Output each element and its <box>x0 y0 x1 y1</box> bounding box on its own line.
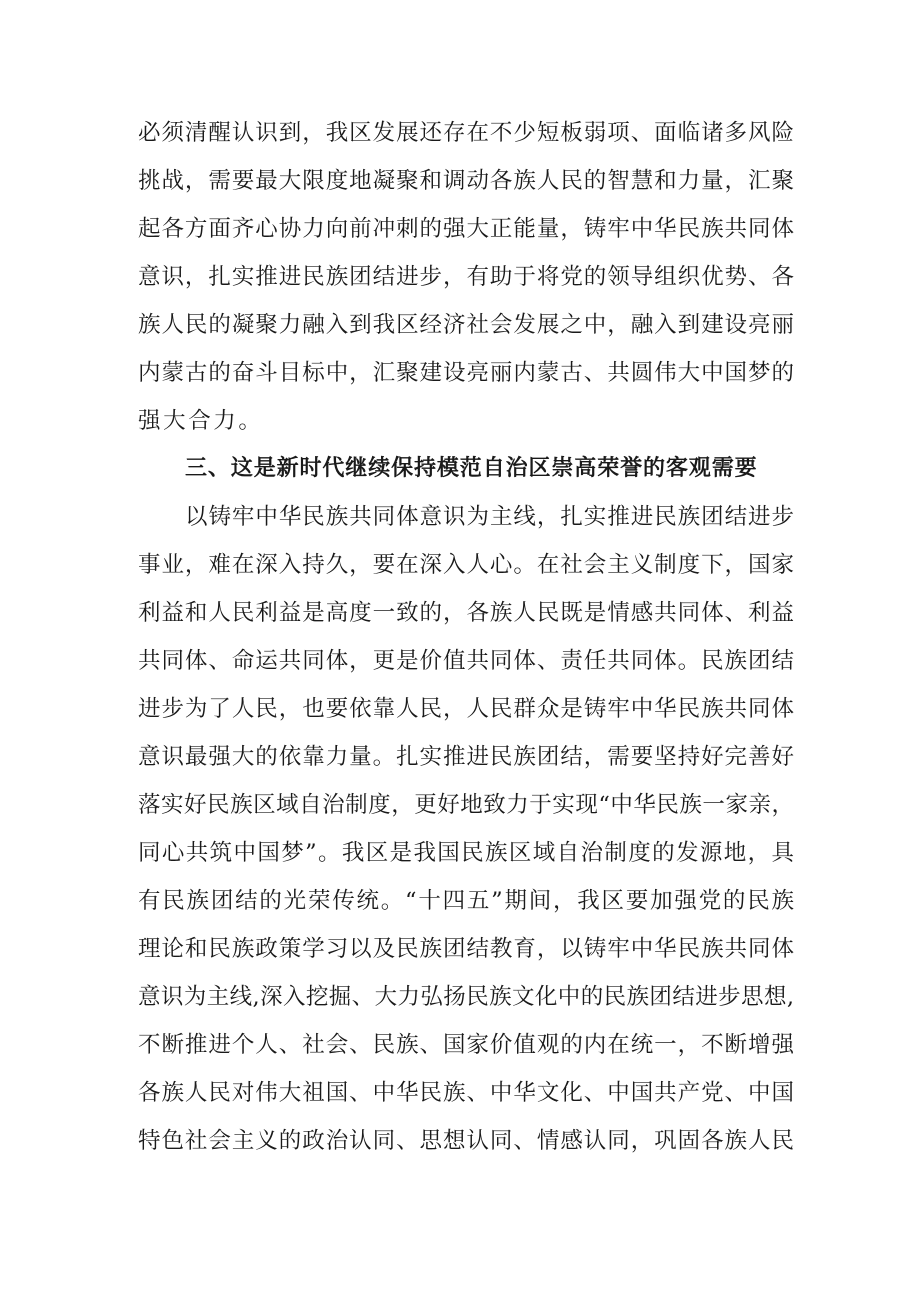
paragraph-2-line: 不断推进个人、社会、民族、国家价值观的内在统一，不断增强 <box>138 1032 794 1058</box>
paragraph-2-line: 意识为主线,深入挖掘、大力弘扬民族文化中的民族团结进步思想, <box>138 984 794 1010</box>
paragraph-2-line: 事业，难在深入持久，要在深入人心。在社会主义制度下，国家 <box>138 552 794 578</box>
paragraph-2-line: 共同体、命运共同体，更是价值共同体、责任共同体。民族团结 <box>138 648 794 674</box>
paragraph-2-line: 同心共筑中国梦”。我区是我国民族区域自治制度的发源地，具 <box>138 840 794 866</box>
paragraph-2-line: 意识最强大的依靠力量。扎实推进民族团结，需要坚持好完善好 <box>138 744 794 770</box>
paragraph-2-line: 利益和人民利益是高度一致的，各族人民既是情感共同体、利益 <box>138 600 794 626</box>
paragraph-2-line: 特色社会主义的政治认同、思想认同、情感认同，巩固各族人民 <box>138 1128 794 1154</box>
paragraph-2-line: 各族人民对伟大祖国、中华民族、中华文化、中国共产党、中国 <box>138 1080 794 1106</box>
paragraph-1-line: 强大合力。 <box>138 408 264 434</box>
paragraph-1-line: 必须清醒认识到，我区发展还存在不少短板弱项、面临诸多风险 <box>138 120 794 146</box>
paragraph-2-line: 理论和民族政策学习以及民族团结教育，以铸牢中华民族共同体 <box>138 936 794 962</box>
paragraph-1-line: 族人民的凝聚力融入到我区经济社会发展之中，融入到建设亮丽 <box>138 312 794 338</box>
paragraph-1-line: 内蒙古的奋斗目标中，汇聚建设亮丽内蒙古、共圆伟大中国梦的 <box>138 360 794 386</box>
paragraph-2-line: 落实好民族区域自治制度，更好地致力于实现“中华民族一家亲， <box>138 792 794 818</box>
paragraph-2-line: 有民族团结的光荣传统。“十四五”期间，我区要加强党的民族 <box>138 888 794 914</box>
paragraph-2-line: 进步为了人民，也要依靠人民，人民群众是铸牢中华民族共同体 <box>138 696 794 722</box>
paragraph-1-line: 挑战，需要最大限度地凝聚和调动各族人民的智慧和力量，汇聚 <box>138 168 794 194</box>
section-heading: 三、这是新时代继续保持模范自治区崇高荣誉的客观需要 <box>185 456 758 481</box>
paragraph-1-line: 意识，扎实推进民族团结进步，有助于将党的领导组织优势、各 <box>138 264 794 290</box>
paragraph-1-line: 起各方面齐心协力向前冲刺的强大正能量，铸牢中华民族共同体 <box>138 216 794 242</box>
paragraph-2-line: 以铸牢中华民族共同体意识为主线，扎实推进民族团结进步 <box>185 504 794 530</box>
